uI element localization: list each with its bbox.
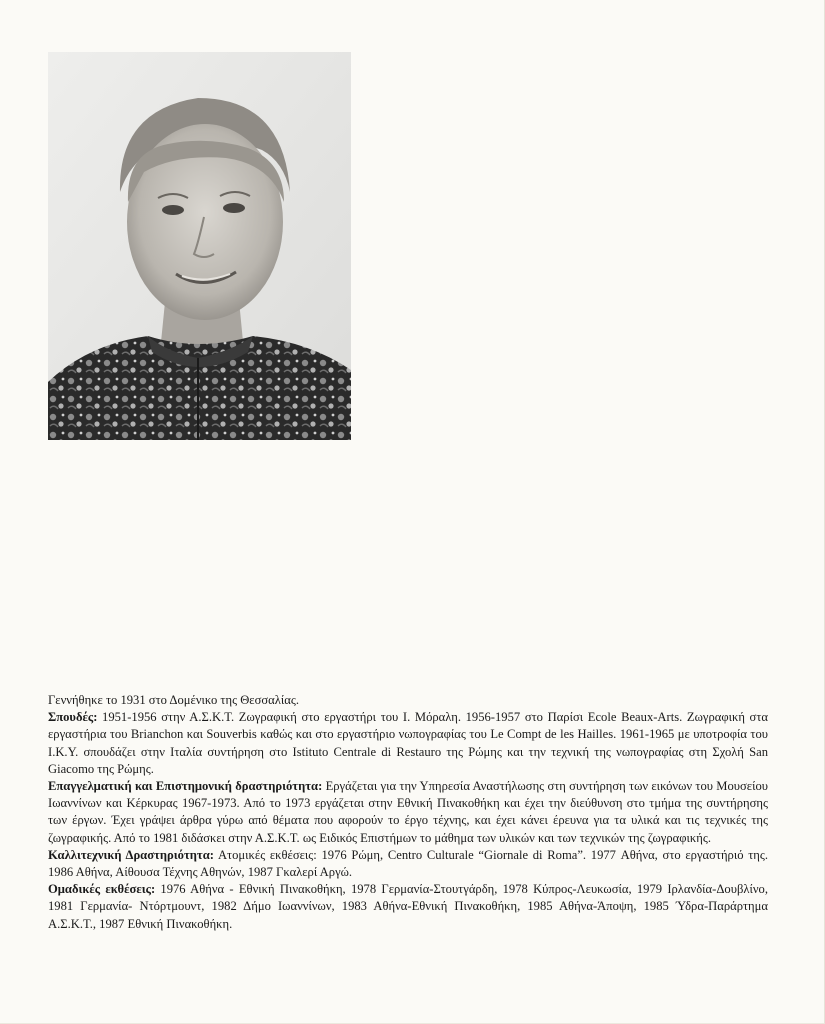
professional-text: Εργάζεται για την Υπηρεσία Αναστήλωσης στη συντήρηση των εικόνων του Μουσείου Ιωαννίνων και Κέρκυρας 1967-1973. Από το 1973 εργάζεται στην Εθνική Πινακοθήκη και έχει την διεύθυνση στο τμήμα της συντήρησης των έργων. Έχει γράψει άρθρα γύρω από θέματα που αφορούν το έργο τέχνης, και έχει κάνει έρευνα για τα υλικά και τις τεχνικές της ζωγραφικής. Από το 1981 διδάσκει στην Α.Σ.Κ.Τ. ως Ειδικός Επιστήμων το μάθημα των υλικών και των τεχνικών της ζωγραφικής. (48, 779, 768, 845)
biography-text (48, 692, 768, 933)
professional-paragraph (48, 778, 768, 847)
artistic-text: Ατομικές εκθέσεις: 1976 Ρώμη, Centro Culturale “Giornale di Roma”. 1977 Αθήνα, στο εργαστήριό της. 1986 Αθήνα, Αίθουσα Τέχνης Αθηνών, 1987 Γκαλερί Αργώ. (48, 847, 768, 880)
professional-label: Επαγγελματική και Επιστημονική δραστηριότητα: (48, 779, 323, 794)
birth-line: Γεννήθηκε το 1931 στο Δομένικο της Θεσσαλίας. (48, 693, 299, 707)
group-exhibitions-paragraph (48, 881, 768, 933)
artistic-label: Καλλιτεχνική Δραστηριότητα: (48, 847, 214, 862)
studies-paragraph (48, 709, 768, 778)
group-exhibitions-label: Ομαδικές εκθέσεις: (48, 882, 156, 897)
portrait-photo (48, 52, 351, 440)
artistic-paragraph (48, 847, 768, 881)
portrait-illustration (48, 52, 351, 440)
studies-text: 1951-1956 στην Α.Σ.Κ.Τ. Ζωγραφική στο εργαστήρι του Ι. Μόραλη. 1956-1957 στο Παρίσι Ecole Beaux-Arts. Ζωγραφική στα εργαστήρια του Brianchon και Souverbis καθώς και στο εργαστήριο νωπογραφίας του Le Compt de les Hailles. 1961-1965 με υποτροφία του Ι.Κ.Υ. σπουδάζει στην Ιταλία συντήρηση στο Istituto Centrale di Restauro της Ρώμης και την τεχνική της νωπογραφίας στη Σχολή San Giacomo της Ρώμης. (48, 710, 768, 776)
group-exhibitions-text: 1976 Αθήνα - Εθνική Πινακοθήκη, 1978 Γερμανία-Στουτγάρδη, 1978 Κύπρος-Λευκωσία, 1979 Ιρλανδία-Δουβλίνο, 1981 Γερμανία- Ντόρτμουντ, 1982 Δήμο Ιωαννίνων, 1983 Αθήνα-Εθνική Πινακοθήκη, 1985 Αθήνα-Άποψη, 1985 Ύδρα-Παράρτημα Α.Σ.Κ.Τ., 1987 Εθνική Πινακοθήκη. (48, 882, 768, 931)
studies-label: Σπουδές: (48, 710, 98, 725)
